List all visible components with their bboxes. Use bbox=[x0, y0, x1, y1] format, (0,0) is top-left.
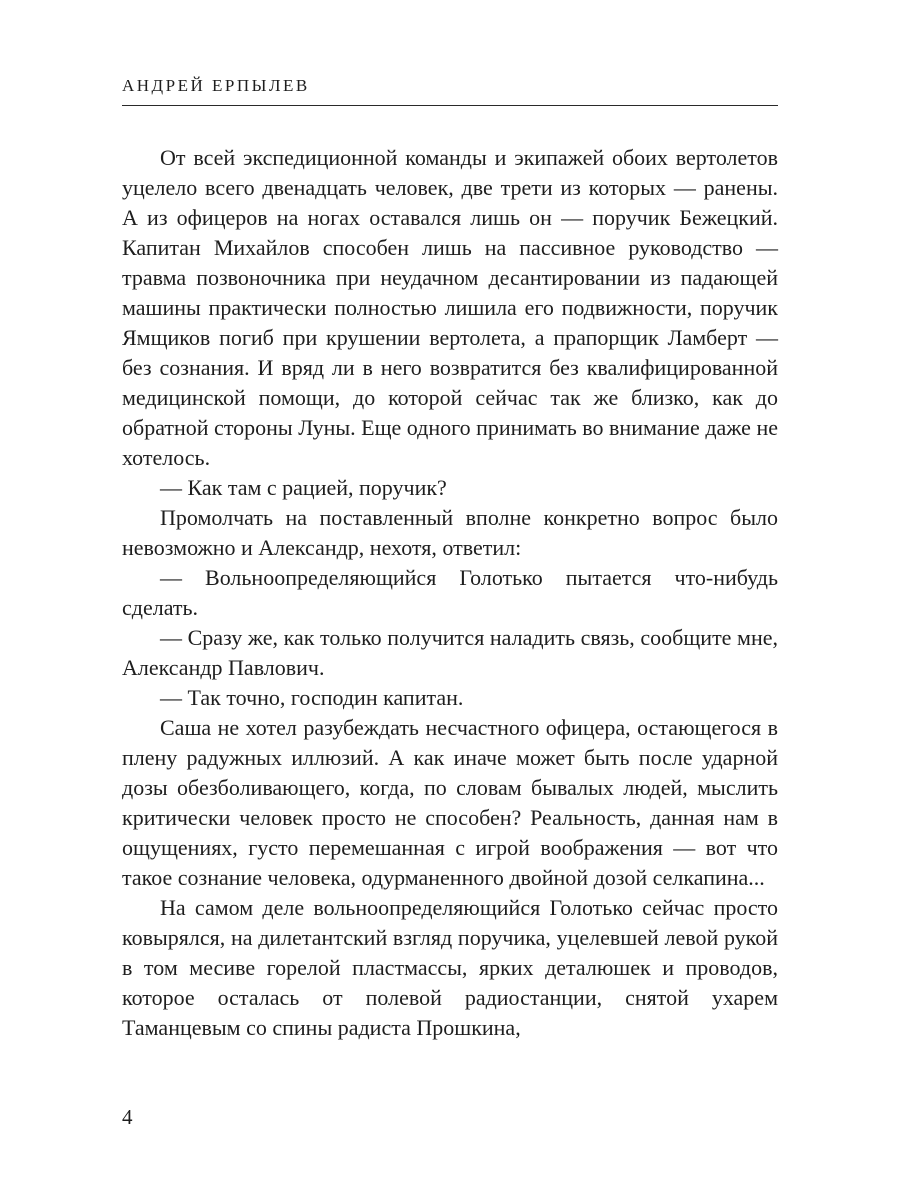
header-rule bbox=[122, 105, 778, 106]
text-block bbox=[122, 143, 778, 1043]
page-number: 4 bbox=[122, 1105, 133, 1129]
paragraph: — Вольноопределяющийся Голотько пытается что-нибудь сделать. bbox=[122, 565, 778, 620]
paragraph: — Сразу же, как только получится наладить связь, сообщите мне, Александр Павлович. bbox=[122, 625, 778, 680]
paragraph: — Как там с рацией, поручик? bbox=[160, 475, 447, 500]
paragraph: Саша не хотел разубеждать несчастного офицера, остающегося в плену радужных иллюзий. А как иначе может быть после ударной дозы обезболивающего, когда, по словам бывалых людей, мыслить критически человек просто не способен? Реальность, данная нам в ощущениях, густо перемешанная с игрой воображения — вот что такое сознание человека, одурманенного двойной дозой селкапина... bbox=[122, 715, 778, 890]
paragraph: — Так точно, господин капитан. bbox=[160, 685, 464, 710]
paragraph: На самом деле вольноопределяющийся Голотько сейчас просто ковырялся, на дилетантский взгляд поручика, уцелевшей левой рукой в том месиве горелой пластмассы, ярких деталюшек и проводов, которое осталась от полевой радиостанции, снятой ухарем Таманцевым со спины радиста Прошкина, bbox=[122, 895, 778, 1040]
page-content-area bbox=[122, 76, 778, 1043]
paragraph: От всей экспедиционной команды и экипажей обоих вертолетов уцелело всего двенадцать человек, две трети из которых — ранены. А из офицеров на ногах оставался лишь он — поручик Бежецкий. Капитан Михайлов способен лишь на пассивное руководство — травма позвоночника при неудачном десантировании из падающей машины практически полностью лишила его подвижности, поручик Ямщиков погиб при крушении вертолета, а прапорщик Ламберт — без сознания. И вряд ли в него возвратится без квалифицированной медицинской помощи, до которой сейчас так же близко, как до обратной стороны Луны. Еще одного принимать во внимание даже не хотелось. bbox=[122, 145, 778, 470]
page-header bbox=[122, 76, 778, 106]
paragraph: Промолчать на поставленный вполне конкретно вопрос было невозможно и Александр, нехотя, ответил: bbox=[122, 505, 778, 560]
running-header-text: АНДРЕЙ ЕРПЫЛЕВ bbox=[122, 76, 310, 95]
